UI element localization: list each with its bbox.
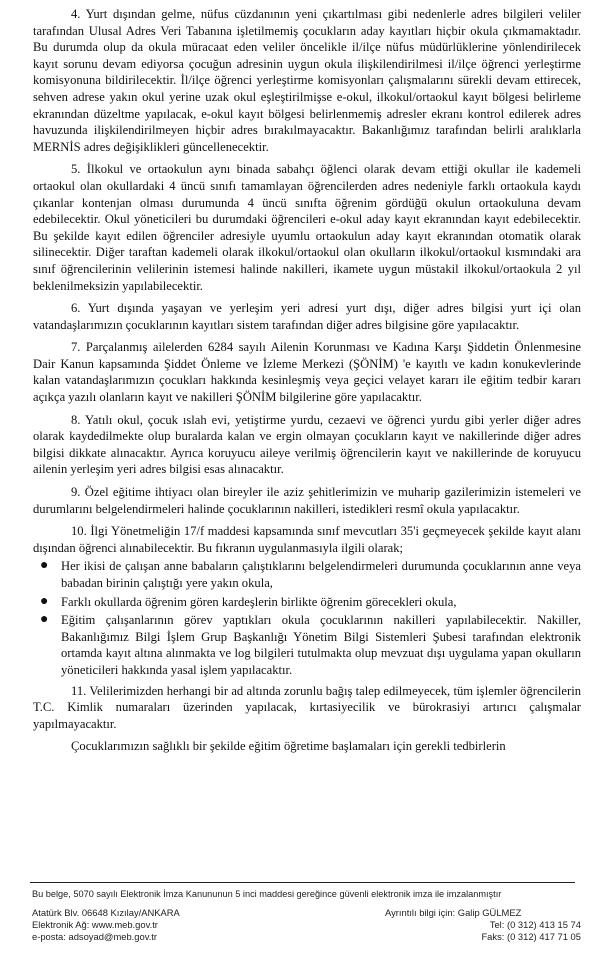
paragraph-4: 4. Yurt dışından gelme, nüfus cüzdanının yeni çıkartılması gibi nedenlerle adres bilgileri veliler tarafından Ulusal Adres Veri Tabanına işletilmemiş çocukların aday kayıtları hiçbir okula çıkmamaktadır. Bu durumda olup da okula müracaat eden veliler öncelikle il/ilçe nüfus müdürlüklerine yönlendirilecek kayıt sorunu devam ediyorsa çocuğun adresinin uygun okula ilişkilendirilmesi il/ilçe öğrenci yerleştirme komisyonuna bildirilecektir. İl/ilçe öğrenci yerleştirme komisyonları çalışmalarını sürekli devam ettirecek, sehven adrese yakın okul yerine uzak okul eşleştirilmişse e-okul, ilkokul/ortaokul kayıt bölgesi belirleme ekranından düzeltme yapılacak, e-okul kayıt bölgesi belirlenmemiş adresler ekranı kontrol edilerek adres havuzunda ilişkilendirilmeyen hiçbir adres bırakılmayacaktır. Bakanlığımız tarafından belirli aralıklarla MERNİS adres değişiklikleri güncellenecektir. (33, 7, 581, 154)
footer-email: e-posta: adsoyad@meb.gov.tr (32, 931, 158, 943)
bullet-text: Eğitim çalışanlarının görev yaptıkları okula çocuklarının nakilleri yapılabilecektir. Nakiller, Bakanlığımız Bilgi İşlem Grup Başkanlığı Yönetim Bilgi Sistemleri Şubesi tarafından elektronik ortamda kayıt altına alınmakta ve log bilgileri tutulmakta olup mevzuat dışı uygulama yapan okulların yöneticileri hakkında yasal işlem yapılacaktır. (61, 613, 581, 677)
footer-info: Ayrıntılı bilgi için: Galip GÜLMEZ (385, 907, 522, 918)
paragraph-6: 6. Yurt dışında yaşayan ve yerleşim yeri adresi yurt dışı, diğer adres bilgisi yurt içi olan vatandaşlarımızın çocuklarının kayıtları sistem tarafından diğer adres bilgisine göre yapılacaktır. (33, 301, 581, 332)
footer-fax-line (385, 931, 581, 943)
bullet-icon: ● (40, 612, 49, 628)
bullet-item (33, 612, 581, 678)
footer-phone: (0 312) 413 15 74 (506, 919, 581, 931)
bullet-item (33, 594, 581, 611)
document-body (33, 6, 581, 761)
footer-phone-label: Tel: (489, 919, 505, 931)
bullet-icon: ● (40, 558, 49, 574)
footer-phone-line (385, 919, 581, 931)
footer-fax-label: Faks: (481, 931, 505, 943)
footer-contact-left (32, 907, 292, 944)
footer-fax: (0 312) 417 71 05 (506, 931, 581, 943)
bullet-text: Farklı okullarda öğrenim gören kardeşlerin birlikte öğrenim görecekleri okula, (61, 594, 457, 609)
paragraph-closing: Çocuklarımızın sağlıklı bir şekilde eğitim öğretime başlamaları için gerekli tedbirlerin (71, 739, 506, 754)
paragraph-5: 5. İlkokul ve ortaokulun aynı binada sabahçı öğlenci olarak devam ettiği okullar ile kademeli ortaokul olan okullardaki 4 üncü sınıfı tamamlayan öğrencilerden adres nedeniyle farklı ortaokula kaydı çıkanlar kontenjan olması durumunda 4 üncü sınıfta öğrenim gördüğü okulun ortaokuluna devam edebilecektir. Okul yöneticileri bu durumdaki öğrencileri e-okul aday kayıt ekranından kayıt edebilecektir. Bu şekilde kayıt edilen öğrenciler adresiyle uyumlu ortaokulun aday kayıt ekranından otomatik olarak silinecektir. Diğer taraftan kademeli olarak ilkokul/ortaokul olan okulların ilkokul/ortaokul kısmındaki ara sınıf öğrencilerinin velilerinin istemesi halinde nakilleri, ikamete uygun müstakil ilkokul/ortaokula 2 yıl beklenilmeksizin yapılabilecektir. (33, 162, 581, 293)
bullet-text: Her ikisi de çalışan anne babaların çalıştıklarını belgelendirmeleri durumunda çocuklarının anne veya babadan birinin çalıştığı yere yakın okula, (61, 559, 581, 590)
paragraph-9: 9. Özel eğitime ihtiyacı olan bireyler ile aziz şehitlerimizin ve muharip gazilerimizin istemeleri ve durumlarını belgelendirmeleri halinde çocuklarının nakilleri, istedikleri resmî okula yapılacaktır. (33, 485, 581, 516)
paragraph-10: 10. İlgi Yönetmeliğin 17/f maddesi kapsamında sınıf mevcutları 35'i geçmeyecek şekilde kayıt alanı dışından öğrenci alınabilecektir. Bu fıkranın uygulanmasıyla ilgili olarak; (33, 524, 581, 555)
bullet-icon: ● (40, 593, 49, 609)
bullet-list (33, 558, 581, 678)
e-signature-note: Bu belge, 5070 sayılı Elektronik İmza Kanununun 5 inci maddesi gereğince güvenli elektronik imza ile imzalanmıştır (32, 889, 502, 899)
footer-divider (30, 882, 575, 883)
paragraph-8: 8. Yatılı okul, çocuk ıslah evi, yetiştirme yurdu, cezaevi ve öğrenci yurdu gibi yerler diğer adres olarak kaydedilmekte olup buralarda kalan ve ergin olmayan çocukların kayıt ve nakillerinde diğer adres bilgisi dikkate alınacaktır. Ayrıca koruyucu aileye verilmiş öğrencilerin kayıt ve nakillerinde de koruyucu ailenin yerleşim yeri adres bilgisi esas alınacaktır. (33, 412, 581, 477)
footer-contact-right (385, 907, 581, 944)
paragraph-11: 11. Velilerimizden herhangi bir ad altında zorunlu bağış talep edilmeyecek, tüm işlemler öğrencilerin T.C. Kimlik numaraları üzerinden yapılacak, kırtasiyecilik ve bürokrasiyi artırıcı çalışmalar yapılmayacaktır. (33, 683, 581, 731)
footer-web: Elektronik Ağ: www.meb.gov.tr (32, 919, 158, 931)
footer-address: Atatürk Blv. 06648 Kızılay/ANKARA (32, 907, 180, 918)
paragraph-7: 7. Parçalanmış ailelerden 6284 sayılı Ailenin Korunması ve Kadına Karşı Şiddetin Önlenmesine Dair Kanun kapsamında Şiddet Önleme ve İzleme Merkezi (ŞÖNİM) 'e kayıtlı ve kadın konukevlerinde kalan vatandaşlarımızın çocukları hakkında kesinleşmiş veya geçici velayet kararı ile eğitim tedbir kararı açıkça yazılı olanların kayıt ve nakilleri ŞÖNİM bilgilerine göre yapılacaktır. (33, 340, 581, 405)
bullet-item (33, 558, 581, 591)
